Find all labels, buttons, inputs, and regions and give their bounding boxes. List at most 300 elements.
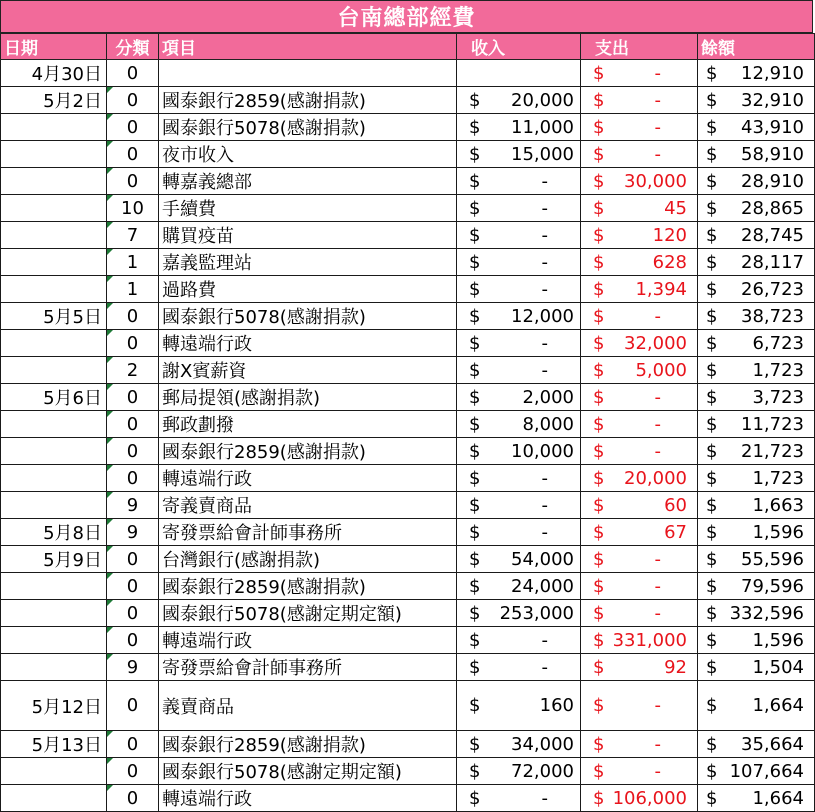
date-cell[interactable] (1, 465, 107, 492)
category-cell[interactable] (107, 465, 159, 492)
item-cell[interactable]: 國泰銀行2859(感謝捐款) (159, 87, 457, 114)
table-row (1, 87, 815, 114)
currency-symbol: $ (593, 386, 605, 408)
item-cell[interactable] (159, 60, 457, 87)
item-cell[interactable]: 嘉義監理站 (159, 249, 457, 276)
currency-symbol: $ (593, 629, 605, 651)
income-cell[interactable] (457, 573, 581, 600)
item-cell[interactable]: 寄發票給會計師事務所 (159, 519, 457, 546)
table-row (1, 438, 815, 465)
expense-cell-value: - (654, 62, 661, 84)
expense-cell[interactable] (581, 438, 698, 465)
balance-cell-value: 1,596 (752, 629, 804, 651)
category-cell[interactable] (107, 758, 159, 785)
comment-marker-icon (107, 276, 113, 282)
date-cell[interactable]: 5月2日 (1, 87, 107, 114)
income-cell[interactable] (457, 114, 581, 141)
expense-cell-value: - (654, 575, 661, 597)
table-row (1, 465, 815, 492)
category-cell[interactable] (107, 627, 159, 654)
income-cell[interactable] (457, 600, 581, 627)
item-cell[interactable]: 轉遠端行政 (159, 465, 457, 492)
item-cell[interactable]: 國泰銀行2859(感謝捐款) (159, 573, 457, 600)
table-row (1, 330, 815, 357)
expense-cell[interactable] (581, 519, 698, 546)
date-cell[interactable] (1, 276, 107, 303)
expense-cell[interactable] (581, 465, 698, 492)
item-cell[interactable]: 國泰銀行5078(感謝捐款) (159, 303, 457, 330)
currency-symbol: $ (706, 386, 718, 408)
income-cell[interactable] (457, 384, 581, 411)
income-cell-value: - (541, 521, 548, 543)
expense-cell[interactable] (581, 758, 698, 785)
category-cell[interactable] (107, 573, 159, 600)
income-cell[interactable] (457, 785, 581, 812)
balance-cell[interactable] (698, 330, 815, 357)
category-value: 0 (126, 413, 139, 435)
item-cell[interactable]: 轉遠端行政 (159, 627, 457, 654)
category-cell[interactable] (107, 546, 159, 573)
income-cell-value: 15,000 (511, 143, 574, 165)
balance-cell[interactable] (698, 627, 815, 654)
item-cell[interactable]: 國泰銀行2859(感謝捐款) (159, 731, 457, 758)
income-cell[interactable] (457, 60, 581, 87)
date-cell[interactable] (1, 330, 107, 357)
income-cell-value: 72,000 (511, 760, 574, 782)
expense-cell-value: 67 (664, 521, 687, 543)
item-cell[interactable]: 郵局提領(感謝捐款) (159, 384, 457, 411)
item-cell[interactable]: 轉遠端行政 (159, 330, 457, 357)
income-cell-value: - (541, 197, 548, 219)
date-cell[interactable] (1, 141, 107, 168)
income-cell[interactable] (457, 303, 581, 330)
currency-symbol: $ (706, 278, 718, 300)
comment-marker-icon (107, 465, 113, 471)
balance-cell[interactable] (698, 357, 815, 384)
category-cell[interactable] (107, 438, 159, 465)
expense-cell-value: - (654, 305, 661, 327)
income-cell[interactable] (457, 492, 581, 519)
currency-symbol: $ (706, 787, 718, 809)
income-cell[interactable] (457, 758, 581, 785)
category-cell[interactable] (107, 276, 159, 303)
expense-cell[interactable] (581, 546, 698, 573)
category-value: 9 (126, 521, 139, 543)
income-cell-value: 2,000 (522, 386, 574, 408)
date-cell[interactable]: 5月5日 (1, 303, 107, 330)
date-cell[interactable] (1, 195, 107, 222)
balance-cell-value: 1,663 (752, 494, 804, 516)
balance-cell[interactable] (698, 758, 815, 785)
expense-cell[interactable] (581, 303, 698, 330)
expense-cell[interactable] (581, 384, 698, 411)
category-value: 1 (126, 278, 139, 300)
item-cell[interactable]: 寄義賣商品 (159, 492, 457, 519)
date-cell[interactable] (1, 600, 107, 627)
currency-symbol: $ (469, 170, 481, 192)
balance-cell[interactable] (698, 60, 815, 87)
balance-cell[interactable] (698, 276, 815, 303)
category-cell[interactable] (107, 681, 159, 731)
category-cell[interactable] (107, 87, 159, 114)
expense-cell-value: 60 (664, 494, 687, 516)
balance-cell[interactable] (698, 600, 815, 627)
income-cell-value: 253,000 (499, 602, 574, 624)
income-cell[interactable] (457, 546, 581, 573)
income-cell[interactable] (457, 195, 581, 222)
expense-cell[interactable] (581, 573, 698, 600)
currency-symbol: $ (593, 62, 605, 84)
expense-cell-value: 92 (664, 656, 687, 678)
balance-cell[interactable] (698, 114, 815, 141)
table-row (1, 384, 815, 411)
category-value: 0 (126, 62, 139, 84)
category-value: 0 (126, 170, 139, 192)
balance-cell-value: 21,723 (741, 440, 804, 462)
item-cell[interactable]: 購買疫苗 (159, 222, 457, 249)
date-cell[interactable]: 4月30日 (1, 60, 107, 87)
currency-symbol: $ (593, 656, 605, 678)
date-cell[interactable]: 5月13日 (1, 731, 107, 758)
currency-symbol: $ (593, 467, 605, 489)
currency-symbol: $ (469, 359, 481, 381)
currency-symbol: $ (593, 521, 605, 543)
item-cell[interactable]: 義賣商品 (159, 681, 457, 731)
balance-cell[interactable] (698, 411, 815, 438)
currency-symbol: $ (706, 170, 718, 192)
category-value: 0 (126, 305, 139, 327)
expense-cell-value: 120 (652, 224, 687, 246)
item-cell[interactable]: 夜市收入 (159, 141, 457, 168)
item-cell[interactable]: 國泰銀行2859(感謝捐款) (159, 438, 457, 465)
balance-cell[interactable] (698, 438, 815, 465)
date-cell[interactable] (1, 249, 107, 276)
comment-marker-icon (107, 195, 113, 201)
balance-cell[interactable] (698, 681, 815, 731)
balance-cell[interactable] (698, 785, 815, 812)
expense-cell[interactable] (581, 87, 698, 114)
expense-cell[interactable] (581, 195, 698, 222)
item-cell[interactable]: 轉遠端行政 (159, 785, 457, 812)
table-row (1, 357, 815, 384)
expense-cell-value: 5,000 (635, 359, 687, 381)
income-cell[interactable] (457, 411, 581, 438)
income-cell[interactable] (457, 357, 581, 384)
category-cell[interactable] (107, 330, 159, 357)
comment-marker-icon (107, 731, 113, 737)
balance-cell[interactable] (698, 492, 815, 519)
balance-cell[interactable] (698, 384, 815, 411)
expense-cell[interactable] (581, 600, 698, 627)
comment-marker-icon (107, 411, 113, 417)
expense-cell[interactable] (581, 168, 698, 195)
balance-cell-value: 79,596 (741, 575, 804, 597)
date-cell[interactable] (1, 411, 107, 438)
currency-symbol: $ (593, 143, 605, 165)
balance-cell[interactable] (698, 573, 815, 600)
expense-cell[interactable] (581, 276, 698, 303)
income-cell-value: 20,000 (511, 89, 574, 111)
table-row (1, 141, 815, 168)
header-date[interactable]: 日期 (1, 34, 107, 60)
category-value: 0 (126, 467, 139, 489)
item-cell[interactable]: 台灣銀行(感謝捐款) (159, 546, 457, 573)
header-expense[interactable]: 支出 (581, 34, 698, 60)
balance-cell-value: 28,865 (741, 197, 804, 219)
balance-cell[interactable] (698, 87, 815, 114)
date-cell[interactable] (1, 654, 107, 681)
income-cell-value: - (541, 278, 548, 300)
currency-symbol: $ (593, 602, 605, 624)
expense-cell-value: 20,000 (624, 467, 687, 489)
item-cell[interactable]: 郵政劃撥 (159, 411, 457, 438)
comment-marker-icon (107, 519, 113, 525)
balance-cell[interactable] (698, 731, 815, 758)
header-income[interactable]: 收入 (457, 34, 581, 60)
income-cell-value: - (541, 467, 548, 489)
comment-marker-icon (107, 357, 113, 363)
expense-cell[interactable] (581, 330, 698, 357)
income-cell-value: 24,000 (511, 575, 574, 597)
table-row (1, 492, 815, 519)
item-cell[interactable]: 國泰銀行5078(感謝定期定額) (159, 758, 457, 785)
table-row (1, 411, 815, 438)
currency-symbol: $ (593, 305, 605, 327)
balance-cell-value: 1,723 (752, 359, 804, 381)
table-row (1, 731, 815, 758)
income-cell[interactable] (457, 465, 581, 492)
table-row (1, 627, 815, 654)
income-cell[interactable] (457, 731, 581, 758)
balance-cell[interactable] (698, 465, 815, 492)
currency-symbol: $ (593, 332, 605, 354)
income-cell[interactable] (457, 168, 581, 195)
comment-marker-icon (107, 114, 113, 120)
income-cell[interactable] (457, 249, 581, 276)
category-cell[interactable] (107, 222, 159, 249)
income-cell-value: - (541, 359, 548, 381)
currency-symbol: $ (706, 413, 718, 435)
category-value: 2 (126, 359, 139, 381)
date-cell[interactable] (1, 222, 107, 249)
expense-cell[interactable] (581, 411, 698, 438)
category-cell[interactable] (107, 114, 159, 141)
balance-cell[interactable] (698, 249, 815, 276)
date-cell[interactable]: 5月8日 (1, 519, 107, 546)
category-cell[interactable] (107, 249, 159, 276)
expense-cell-value: - (654, 116, 661, 138)
date-cell[interactable] (1, 492, 107, 519)
income-cell[interactable] (457, 627, 581, 654)
currency-symbol: $ (706, 305, 718, 327)
income-cell[interactable] (457, 330, 581, 357)
category-value: 0 (126, 440, 139, 462)
date-cell[interactable] (1, 114, 107, 141)
ledger-table (0, 33, 815, 812)
balance-cell[interactable] (698, 222, 815, 249)
category-value: 7 (126, 224, 139, 246)
balance-cell[interactable] (698, 546, 815, 573)
category-cell[interactable] (107, 384, 159, 411)
expense-cell[interactable] (581, 222, 698, 249)
balance-cell-value: 26,723 (741, 278, 804, 300)
table-row (1, 573, 815, 600)
expense-cell-value: - (654, 413, 661, 435)
comment-marker-icon (107, 627, 113, 633)
income-cell-value: - (541, 251, 548, 273)
income-cell[interactable] (457, 87, 581, 114)
expense-cell[interactable] (581, 627, 698, 654)
balance-cell-value: 35,664 (741, 733, 804, 755)
table-row (1, 546, 815, 573)
category-cell[interactable] (107, 654, 159, 681)
table-row (1, 303, 815, 330)
currency-symbol: $ (469, 760, 481, 782)
balance-cell-value: 28,117 (741, 251, 804, 273)
balance-cell-value: 58,910 (741, 143, 804, 165)
income-cell[interactable] (457, 654, 581, 681)
date-cell[interactable]: 5月9日 (1, 546, 107, 573)
expense-cell-value: - (654, 695, 661, 716)
currency-symbol: $ (593, 760, 605, 782)
date-cell[interactable] (1, 573, 107, 600)
balance-cell[interactable] (698, 654, 815, 681)
income-cell-value: - (541, 629, 548, 651)
balance-cell-value: 12,910 (741, 62, 804, 84)
date-cell[interactable] (1, 785, 107, 812)
category-cell[interactable] (107, 141, 159, 168)
comment-marker-icon (107, 492, 113, 498)
expense-cell-value: 45 (664, 197, 687, 219)
date-cell[interactable]: 5月6日 (1, 384, 107, 411)
header-item[interactable]: 項目 (159, 34, 457, 60)
currency-symbol: $ (469, 467, 481, 489)
balance-cell-value: 28,910 (741, 170, 804, 192)
balance-cell[interactable] (698, 519, 815, 546)
currency-symbol: $ (469, 494, 481, 516)
currency-symbol: $ (469, 386, 481, 408)
date-cell[interactable] (1, 357, 107, 384)
comment-marker-icon (107, 303, 113, 309)
expense-cell[interactable] (581, 141, 698, 168)
table-row (1, 222, 815, 249)
item-cell[interactable]: 謝X賓薪資 (159, 357, 457, 384)
income-cell[interactable] (457, 222, 581, 249)
balance-cell-value: 1,596 (752, 521, 804, 543)
balance-cell[interactable] (698, 195, 815, 222)
expense-cell[interactable] (581, 681, 698, 731)
item-cell[interactable]: 寄發票給會計師事務所 (159, 654, 457, 681)
currency-symbol: $ (706, 656, 718, 678)
item-cell[interactable]: 過路費 (159, 276, 457, 303)
expense-cell-value: - (654, 386, 661, 408)
currency-symbol: $ (469, 440, 481, 462)
date-cell[interactable] (1, 758, 107, 785)
income-cell[interactable] (457, 276, 581, 303)
item-cell[interactable]: 手續費 (159, 195, 457, 222)
table-row (1, 758, 815, 785)
date-cell[interactable] (1, 627, 107, 654)
item-cell[interactable]: 轉嘉義總部 (159, 168, 457, 195)
expense-cell-value: 628 (652, 251, 687, 273)
category-cell[interactable] (107, 411, 159, 438)
table-row (1, 681, 815, 731)
category-cell[interactable] (107, 60, 159, 87)
currency-symbol: $ (706, 548, 718, 570)
balance-cell[interactable] (698, 168, 815, 195)
category-cell[interactable] (107, 785, 159, 812)
balance-cell-value: 332,596 (729, 602, 804, 624)
sheet-title[interactable]: 台南總部經費 (0, 0, 813, 33)
currency-symbol: $ (593, 224, 605, 246)
income-cell-value: - (541, 170, 548, 192)
income-cell[interactable] (457, 519, 581, 546)
expense-cell-value: 32,000 (624, 332, 687, 354)
header-balance[interactable]: 餘額 (698, 34, 815, 60)
balance-cell[interactable] (698, 303, 815, 330)
currency-symbol: $ (469, 787, 481, 809)
expense-cell-value: - (654, 733, 661, 755)
expense-cell[interactable] (581, 654, 698, 681)
expense-cell[interactable] (581, 357, 698, 384)
table-row (1, 168, 815, 195)
item-cell[interactable]: 國泰銀行5078(感謝捐款) (159, 114, 457, 141)
currency-symbol: $ (469, 733, 481, 755)
category-cell[interactable] (107, 600, 159, 627)
currency-symbol: $ (706, 224, 718, 246)
category-cell[interactable] (107, 357, 159, 384)
balance-cell[interactable] (698, 141, 815, 168)
expense-cell[interactable] (581, 249, 698, 276)
currency-symbol: $ (593, 695, 605, 716)
expense-cell[interactable] (581, 492, 698, 519)
currency-symbol: $ (469, 116, 481, 138)
category-cell[interactable] (107, 303, 159, 330)
expense-cell[interactable] (581, 785, 698, 812)
currency-symbol: $ (469, 548, 481, 570)
income-cell[interactable] (457, 141, 581, 168)
category-value: 0 (126, 760, 139, 782)
currency-symbol: $ (593, 359, 605, 381)
currency-symbol: $ (469, 251, 481, 273)
expense-cell[interactable] (581, 114, 698, 141)
category-cell[interactable] (107, 519, 159, 546)
date-cell[interactable] (1, 168, 107, 195)
expense-cell-value: 331,000 (612, 629, 687, 651)
currency-symbol: $ (593, 494, 605, 516)
income-cell-value: - (541, 332, 548, 354)
comment-marker-icon (107, 249, 113, 255)
category-cell[interactable] (107, 195, 159, 222)
category-cell[interactable] (107, 492, 159, 519)
expense-cell[interactable] (581, 60, 698, 87)
category-cell[interactable] (107, 731, 159, 758)
category-cell[interactable] (107, 168, 159, 195)
income-cell[interactable] (457, 681, 581, 731)
date-cell[interactable]: 5月12日 (1, 681, 107, 731)
income-cell[interactable] (457, 438, 581, 465)
item-cell[interactable]: 國泰銀行5078(感謝定期定額) (159, 600, 457, 627)
currency-symbol: $ (593, 413, 605, 435)
currency-symbol: $ (469, 656, 481, 678)
header-category[interactable]: 分類 (107, 34, 159, 60)
expense-cell[interactable] (581, 731, 698, 758)
currency-symbol: $ (469, 695, 481, 716)
currency-symbol: $ (593, 278, 605, 300)
date-cell[interactable] (1, 438, 107, 465)
currency-symbol: $ (469, 575, 481, 597)
currency-symbol: $ (706, 467, 718, 489)
